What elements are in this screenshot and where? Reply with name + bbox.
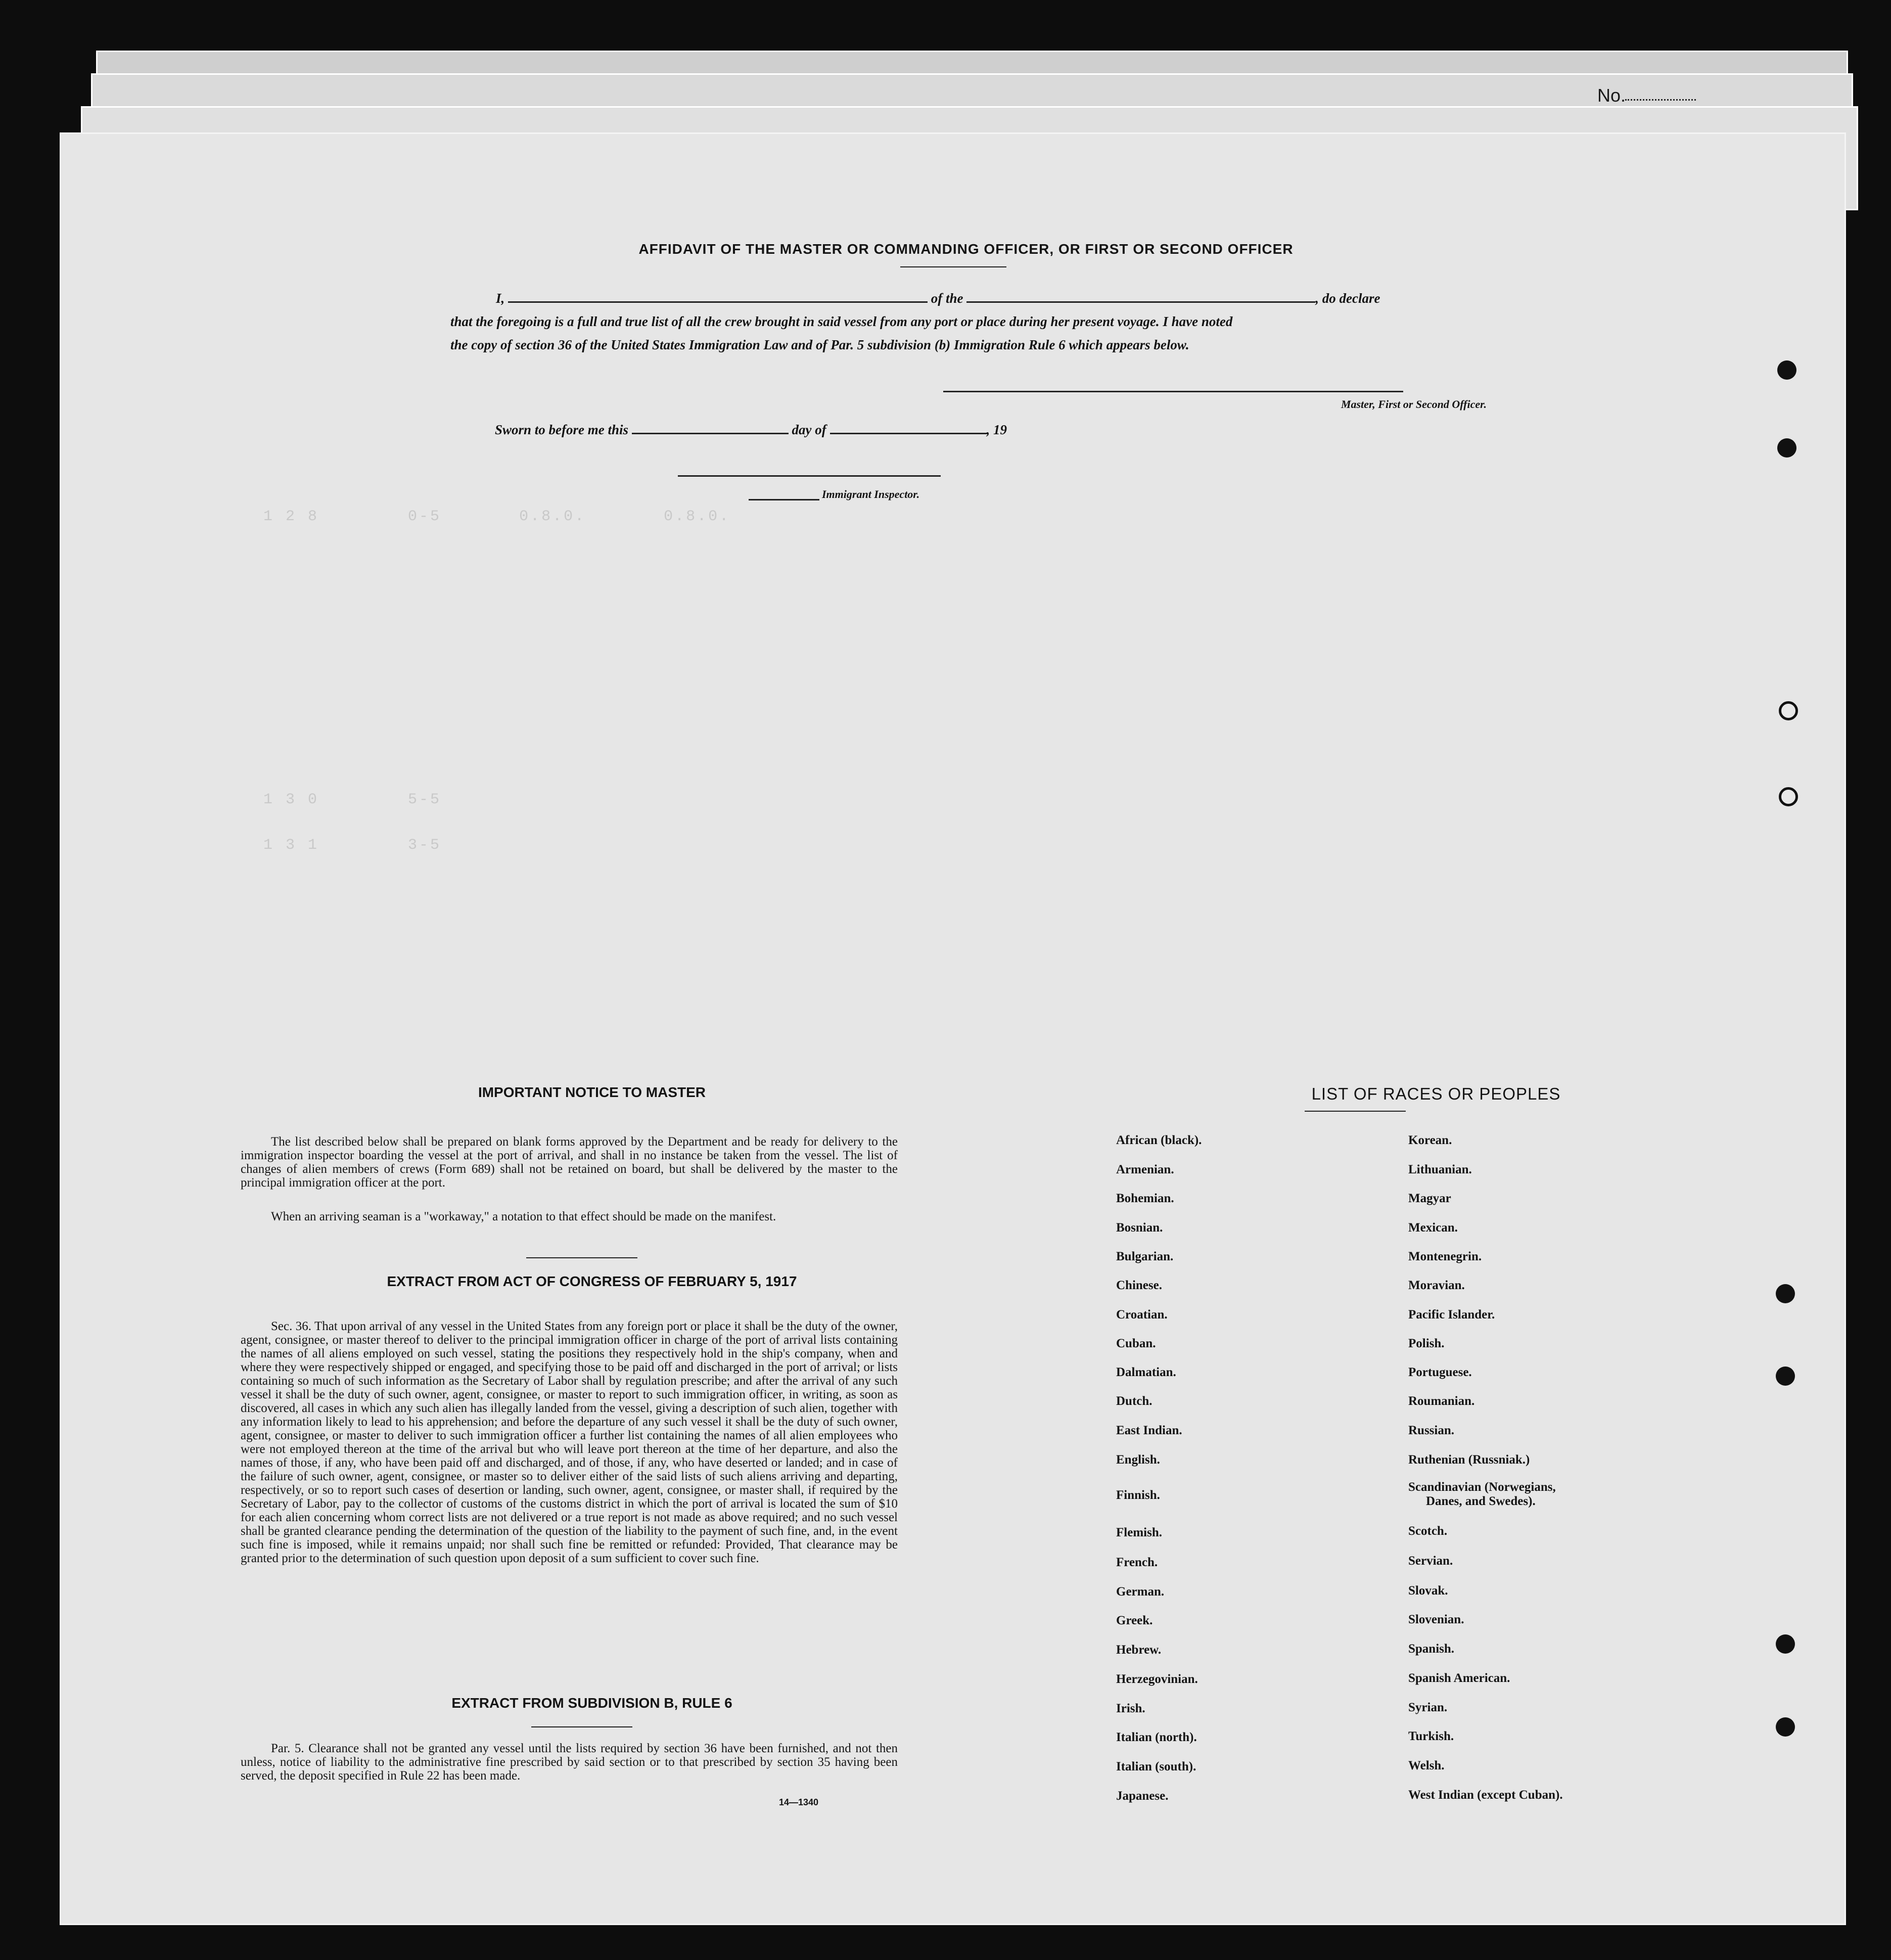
- race-item: Slovak.: [1408, 1584, 1448, 1598]
- race-item: Montenegrin.: [1408, 1250, 1482, 1263]
- race-item: Scotch.: [1408, 1524, 1448, 1538]
- notice-paragraph-1: The list described below shall be prepared on blank forms approved by the Department and be ready for delivery to the immigration inspector boarding the vessel at the port of arrival, and shall in no instance be taken from the vessel. The list of changes of alien members of crews (Form 689) shall not be retained on board, but shall be delivered by the master to the principal immigration officer at the port.: [241, 1135, 898, 1190]
- race-item: Dalmatian.: [1116, 1365, 1176, 1379]
- extract-rule-text: Par. 5. Clearance shall not be granted any vessel until the lists required by section 36 have been furnished, and not then unless, notice of liability to the administrative fine prescribed by said section or to that prescribed by section 35 having been served, the deposit specified in Rule 22 has been made.: [241, 1742, 898, 1783]
- race-item: Mexican.: [1408, 1221, 1458, 1235]
- extract-rule-title: EXTRACT FROM SUBDIVISION B, RULE 6: [451, 1695, 732, 1711]
- name-field[interactable]: [508, 301, 928, 303]
- race-item: Turkish.: [1408, 1729, 1454, 1743]
- races-divider: [1305, 1111, 1406, 1112]
- race-item: Finnish.: [1116, 1488, 1160, 1502]
- affidavit-line-2: that the foregoing is a full and true list of all the crew brought in said vessel from any port or place during her present voyage. I have noted: [450, 314, 1233, 329]
- inspector-short-line: [749, 499, 819, 500]
- sworn-line: [495, 422, 1007, 438]
- binder-hole: [1776, 1366, 1795, 1386]
- race-item: Spanish American.: [1408, 1671, 1510, 1685]
- race-item: Ruthenian (Russniak.): [1408, 1453, 1530, 1467]
- day-of-label: day of: [792, 422, 826, 437]
- rule-divider: [531, 1726, 632, 1727]
- race-item: Pacific Islander.: [1408, 1308, 1495, 1321]
- affidavit-line-3: the copy of section 36 of the United States Immigration Law and of Par. 5 subdivision (b) Immigration Rule 6 which appears below.: [450, 337, 1189, 352]
- binder-hole: [1776, 1634, 1795, 1654]
- race-item: Korean.: [1408, 1133, 1452, 1147]
- race-item: Herzegovinian.: [1116, 1672, 1198, 1686]
- year-label: , 19: [986, 422, 1007, 437]
- inspector-caption: [822, 488, 919, 501]
- race-item: Bulgarian.: [1116, 1250, 1174, 1263]
- race-item: Lithuanian.: [1408, 1163, 1472, 1176]
- race-item: English.: [1116, 1453, 1160, 1467]
- sworn-label: Sworn to before me this: [495, 422, 629, 437]
- race-item: Roumanian.: [1408, 1394, 1475, 1408]
- notice-title: IMPORTANT NOTICE TO MASTER: [478, 1084, 706, 1100]
- inspector-signature-line[interactable]: [678, 475, 941, 477]
- race-item: French.: [1116, 1556, 1158, 1569]
- race-item: Spanish.: [1408, 1642, 1455, 1656]
- races-title: LIST OF RACES OR PEOPLES: [1311, 1084, 1561, 1103]
- manifest-page: [60, 132, 1846, 1925]
- race-item: Armenian.: [1116, 1163, 1174, 1176]
- do-declare-label: , do declare: [1315, 291, 1380, 306]
- race-item: Scandinavian (Norwegians,: [1408, 1480, 1556, 1494]
- race-item: East Indian.: [1116, 1424, 1182, 1437]
- race-item: Dutch.: [1116, 1394, 1152, 1408]
- race-item: Danes, and Swedes).: [1426, 1494, 1536, 1508]
- affidavit-title: AFFIDAVIT OF THE MASTER OR COMMANDING OFFICER, OR FIRST OR SECOND OFFICER: [638, 241, 1294, 257]
- notice-paragraph-2: When an arriving seaman is a "workaway," a notation to that effect should be made on the manifest.: [271, 1210, 776, 1223]
- binder-hole: [1779, 787, 1798, 806]
- bleed-through-text: 1 3 1 3-5: [263, 837, 442, 854]
- bleed-through-text: 1 2 8 0-5 0.8.0. 0.8.0.: [263, 508, 731, 525]
- race-item: Bohemian.: [1116, 1192, 1174, 1205]
- number-field-line: [1625, 99, 1696, 101]
- binder-hole: [1777, 438, 1796, 458]
- bleed-through-text: 1 3 0 5-5: [263, 791, 442, 808]
- race-item: Bosnian.: [1116, 1221, 1163, 1235]
- title-divider: [900, 266, 1006, 267]
- race-item: Cuban.: [1116, 1337, 1156, 1350]
- of-the-label: of the: [931, 291, 963, 306]
- sworn-month-field[interactable]: [830, 433, 987, 434]
- affidavit-line-1: [496, 291, 1507, 306]
- race-item: Slovenian.: [1408, 1613, 1464, 1626]
- race-item: German.: [1116, 1585, 1165, 1599]
- race-item: Italian (north).: [1116, 1730, 1197, 1744]
- race-item: Russian.: [1408, 1424, 1455, 1437]
- race-item: Flemish.: [1116, 1526, 1162, 1539]
- race-item: Syrian.: [1408, 1701, 1448, 1714]
- master-signature-line[interactable]: [943, 391, 1403, 392]
- race-item: Greek.: [1116, 1614, 1153, 1627]
- race-item: Portuguese.: [1408, 1365, 1472, 1379]
- signature-caption: Master, First or Second Officer.: [1341, 398, 1487, 411]
- race-item: Servian.: [1408, 1554, 1453, 1568]
- race-item: Japanese.: [1116, 1789, 1169, 1803]
- extract-act-title: EXTRACT FROM ACT OF CONGRESS OF FEBRUARY 5, 1917: [387, 1273, 797, 1289]
- binder-hole: [1776, 1717, 1795, 1737]
- number-label: No.: [1597, 85, 1626, 106]
- race-item: Chinese.: [1116, 1279, 1162, 1292]
- vessel-field[interactable]: [966, 301, 1315, 303]
- race-item: Polish.: [1408, 1337, 1445, 1350]
- race-item: West Indian (except Cuban).: [1408, 1788, 1563, 1802]
- race-item: Welsh.: [1408, 1759, 1445, 1772]
- inspector-caption-text: Immigrant Inspector.: [822, 488, 920, 500]
- race-item: African (black).: [1116, 1133, 1202, 1147]
- binder-hole: [1779, 701, 1798, 720]
- race-item: Hebrew.: [1116, 1643, 1162, 1657]
- race-item: Irish.: [1116, 1702, 1145, 1715]
- race-item: Italian (south).: [1116, 1760, 1196, 1773]
- notice-divider: [526, 1257, 637, 1258]
- sworn-day-field[interactable]: [632, 433, 789, 434]
- binder-hole: [1777, 360, 1796, 380]
- race-item: Croatian.: [1116, 1308, 1168, 1321]
- form-number: 14—1340: [779, 1797, 819, 1807]
- i-label: I,: [496, 291, 505, 306]
- race-item: Moravian.: [1408, 1279, 1465, 1292]
- binder-hole: [1776, 1284, 1795, 1303]
- extract-act-text: Sec. 36. That upon arrival of any vessel in the United States from any foreign port or place it shall be the duty of the owner, agent, consignee, or master thereof to deliver to the principal immigration officer in charge of the port of arrival lists containing the names of all aliens employed on such vessel, stating the positions they respectively hold in the ship's company, when and where they were respectively shipped or engaged, and specifying those to be paid off and discharged in the port of arrival; or lists containing so much of such information as the Secretary of Labor shall by regulation prescribe; and after the arrival of any such vessel it shall be the duty of such owner, agent, consignee, or master to report to such immigration officer, in writing, as soon as discovered, all cases in which any such alien has illegally landed from the vessel, giving a description of such alien, together with any information likely to lead to his apprehension; and before the departure of any such vessel it shall be the duty of such owner, agent, consignee, or master to deliver to such immigration officer a further list containing the names of all alien employees who were not employed thereon at the time of the arrival but who will leave port thereon at the time of her departure, and also the names of those, if any, who have been paid off and discharged, and of those, if any, who have deserted or landed; and in case of the failure of such owner, agent, consignee, or master so to deliver either of the said lists of such aliens arriving and departing, respectively, or so to report such cases of desertion or landing, such owner, agent, consignee, or master shall, if required by the Secretary of Labor, pay to the collector of customs of the customs district in which the port of arrival is located the sum of $10 for each alien concerning whom correct lists are not delivered or a true report is not made as above required; and no such vessel shall be granted clearance pending the determination of the question of the liability to the payment of such fine, and, in the event such fine is imposed, while it remains unpaid; nor shall such fine be remitted or refunded: Provided, That clearance may be granted prior to the determination of such question upon deposit of a sum sufficient to cover such fine.: [241, 1319, 898, 1565]
- race-item: Magyar: [1408, 1192, 1451, 1205]
